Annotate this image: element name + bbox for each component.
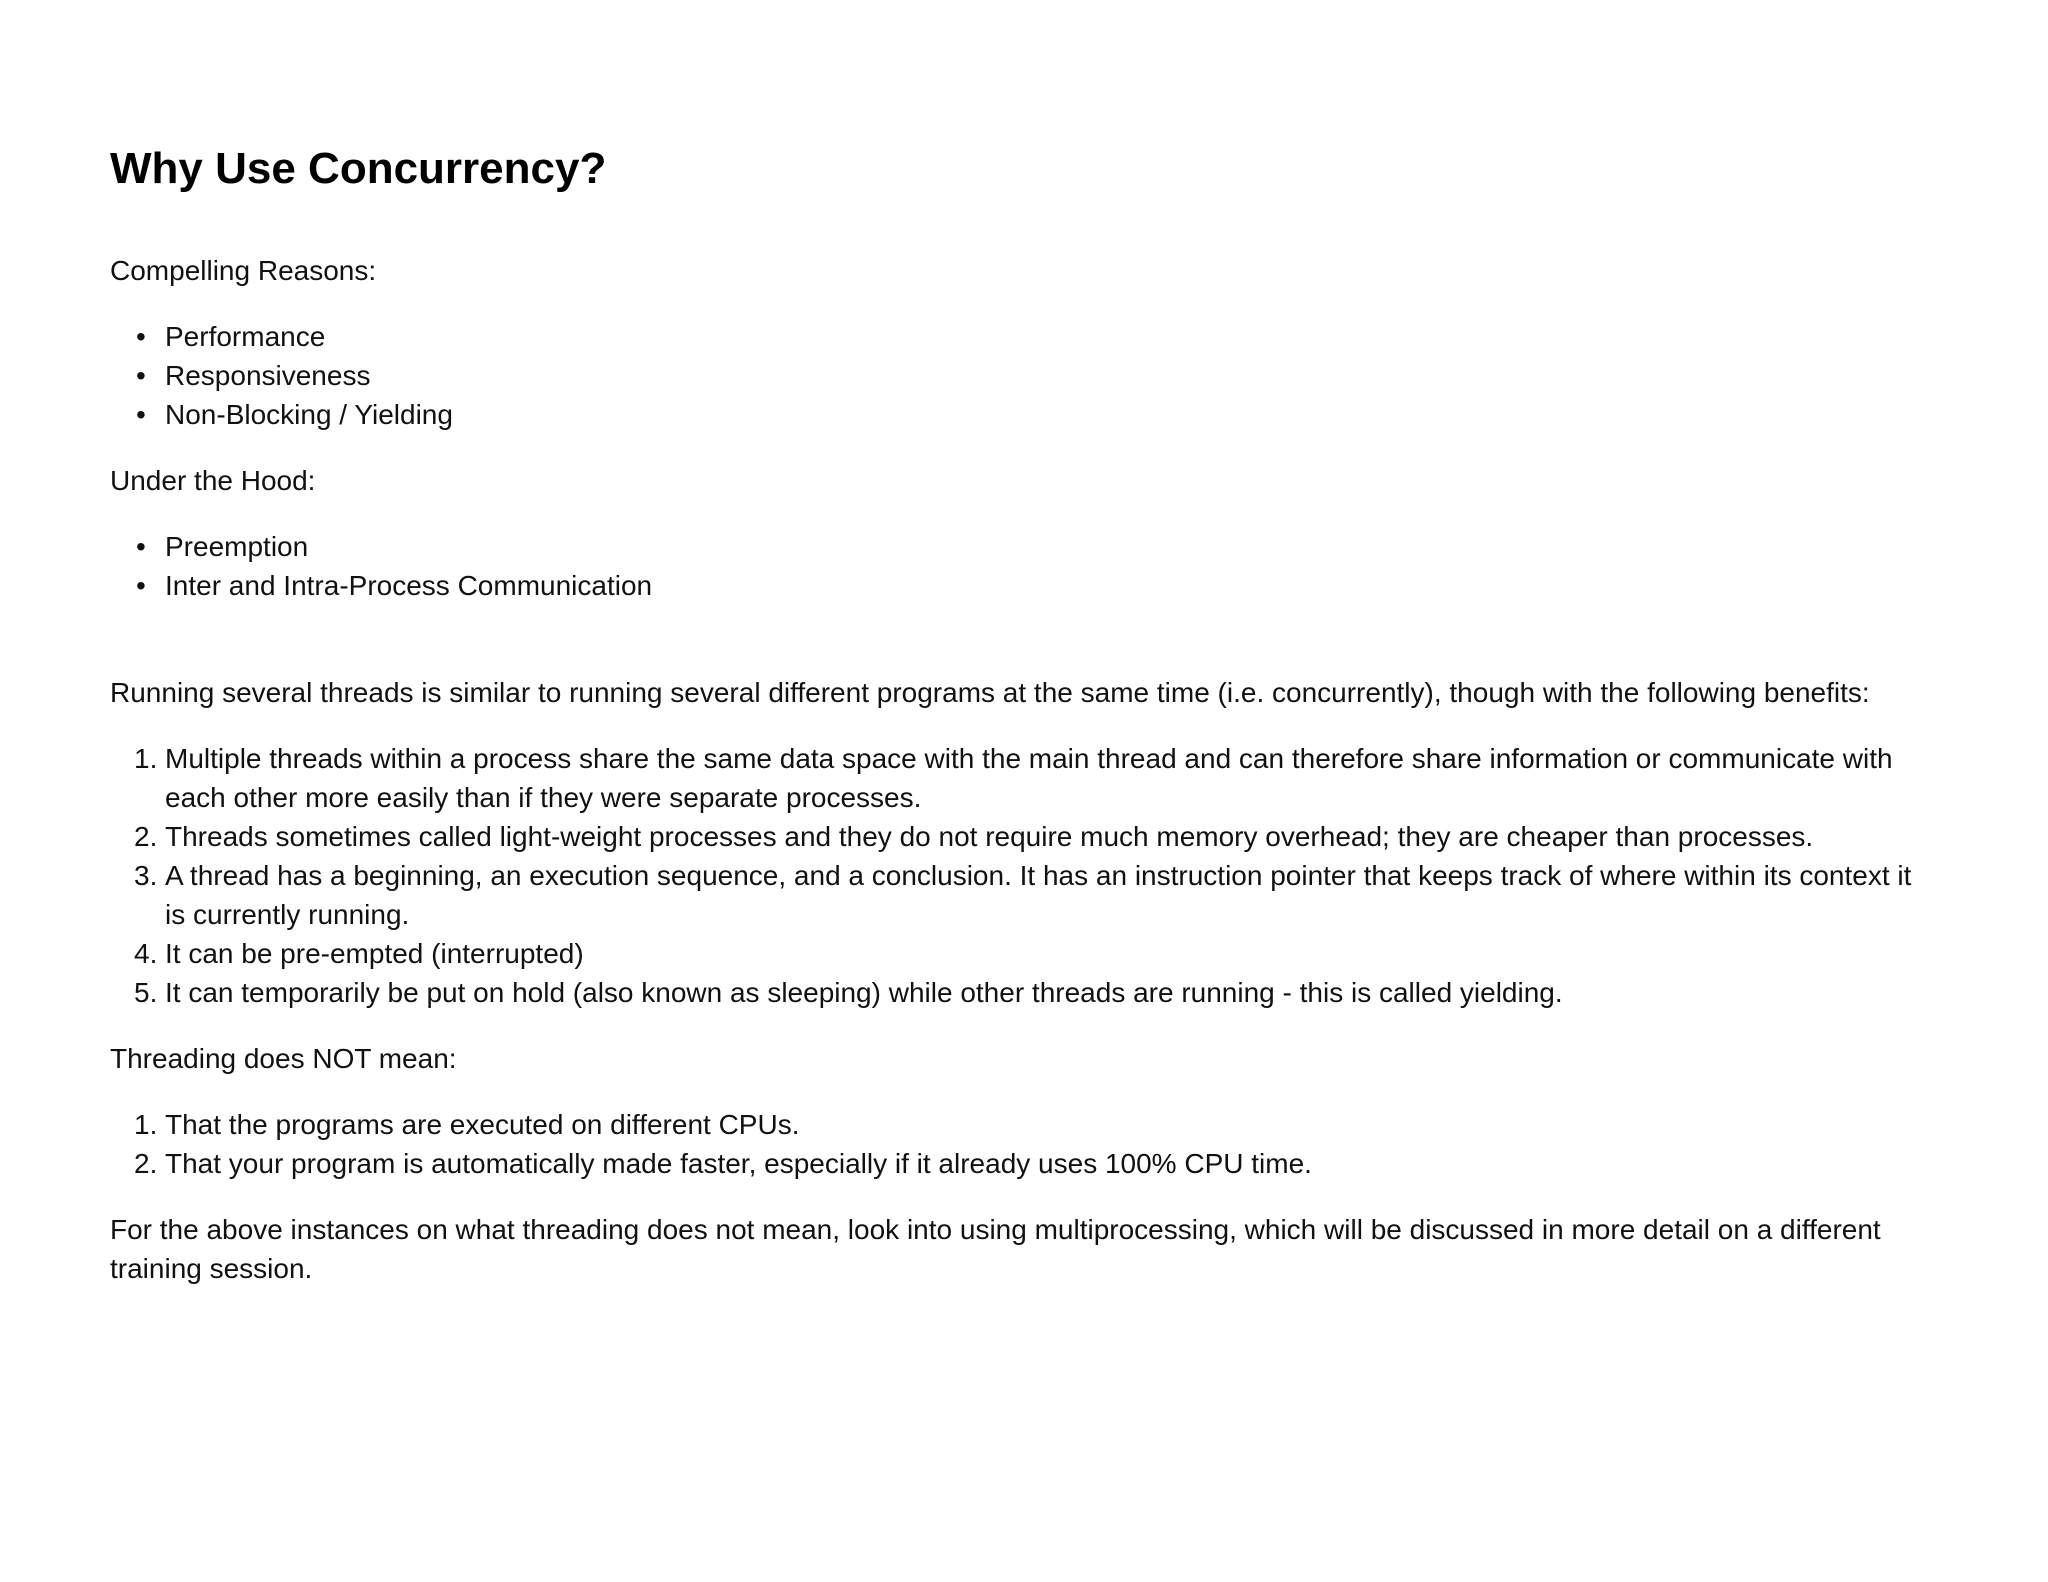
spacer [110,712,1938,739]
list-item-text: Responsiveness [165,360,371,391]
list-item [110,1105,1938,1144]
spacer [110,1012,1938,1039]
list-item [110,1144,1938,1183]
spacer [110,434,1938,461]
list-item-text: That the programs are executed on different CPUs. [165,1109,800,1140]
spacer [110,1183,1938,1210]
bullet-icon: • [136,570,146,601]
list-item [110,739,1938,817]
list-item-text: A thread has a beginning, an execution sequence, and a conclusion. It has an instruction pointer that keeps track of where within its context it is currently running. [165,860,1912,930]
list-item-text: It can be pre-empted (interrupted) [165,938,584,969]
page-title: Why Use Concurrency? [110,144,607,193]
bullet-icon: • [136,321,146,352]
list-item-text: Non-Blocking / Yielding [165,399,453,430]
list-item [110,566,1938,605]
spacer [110,290,1938,317]
not-mean-heading: Threading does NOT mean: [110,1043,457,1074]
closing-paragraph: For the above instances on what threading does not mean, look into using multiprocessing, which will be discussed in more detail on a different training session. [110,1214,1881,1284]
list-number: 1. [134,743,158,774]
list-item [110,527,1938,566]
list-number: 2. [134,1148,158,1179]
list-item [110,317,1938,356]
list-item [110,934,1938,973]
bullet-icon: • [136,360,146,391]
spacer [110,1078,1938,1105]
under-the-hood-list [110,527,1938,605]
list-item-text: Threads sometimes called light-weight processes and they do not require much memory overhead; they are cheaper than processes. [165,821,1814,852]
spacer [110,605,1938,673]
list-item [110,973,1938,1012]
list-number: 2. [134,821,158,852]
list-item-text: Performance [165,321,326,352]
list-item [110,817,1938,856]
list-number: 1. [134,1109,158,1140]
compelling-reasons-list [110,317,1938,434]
list-item-text: Inter and Intra-Process Communication [165,570,653,601]
under-the-hood-heading: Under the Hood: [110,465,316,496]
threads-intro-paragraph: Running several threads is similar to running several different programs at the same time (i.e. concurrently), though with the following benefits: [110,677,1870,708]
bullet-icon: • [136,399,146,430]
list-number: 4. [134,938,158,969]
list-number: 5. [134,977,158,1008]
not-mean-list [110,1105,1938,1183]
list-item-text: Preemption [165,531,309,562]
list-item-text: That your program is automatically made faster, especially if it already uses 100% CPU time. [165,1148,1312,1179]
list-number: 3. [134,860,158,891]
list-item [110,356,1938,395]
list-item [110,856,1938,934]
bullet-icon: • [136,531,146,562]
list-item-text: It can temporarily be put on hold (also known as sleeping) while other threads are running - this is called yielding. [165,977,1563,1008]
spacer [110,500,1938,527]
benefits-list [110,739,1938,1012]
compelling-reasons-heading: Compelling Reasons: [110,255,377,286]
list-item [110,395,1938,434]
list-item-text: Multiple threads within a process share the same data space with the main thread and can therefore share information or communicate with each other more easily than if they were separate processes. [165,743,1893,813]
